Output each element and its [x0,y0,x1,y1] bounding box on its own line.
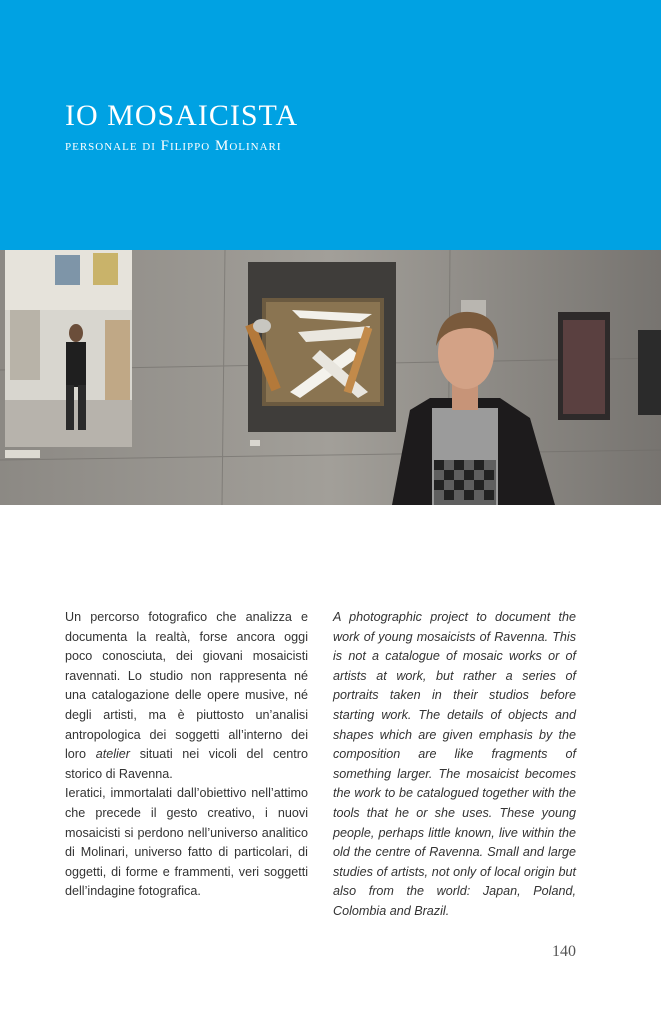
left-photo-panel [5,250,132,458]
page-title: IO MOSAICISTA [65,99,299,132]
italian-paragraph-1: Un percorso fotografico che analizza e documenta la realtà, forse ancora oggi poco conosciuta, dei giovani mosaicisti ravennati. Lo studio non rappresenta né una catalogazione delle opere musive, né degli artisti, ma è piuttosto un’analisi antropologica dei soggetti all’interno dei loro atelier situati nei vicoli del centro storico di Ravenna. [65,610,309,781]
page-subtitle: personale di Filippo Molinari [65,138,282,154]
italian-paragraph-2: Ieratici, immortalati dall’obiettivo nell’attimo che precede il gesto creativo, i nuovi mosaicisti si perdono nell’universo analitico di Molinari, universo fatto di particolari, di oggetti, di forme e frammenti, veri soggetti dell’indagine fotografica. [65,786,308,899]
exhibition-photo [0,250,661,505]
header-band [0,0,661,250]
page-number: 140 [552,943,576,960]
english-text-column [333,608,576,922]
mosaic-artwork [245,262,396,432]
english-paragraph: A photographic project to document the work of young mosaicists of Ravenna. This is not a catalogue of mosaic works or of artists at work, but rather a series of portraits taken in their studios before starting work. The details of objects and shapes which are given emphasis by the composition are like fragments of something larger. The mosaicist becomes the work to be catalogued together with the tools that he or she uses. These young people, perhaps little known, live within the old the centre of Ravenna. Small and large studies of artists, not only of local origin but also from the world: Japan, Poland, Colombia and Brazil. [333,610,576,918]
italian-text-column [65,608,308,902]
